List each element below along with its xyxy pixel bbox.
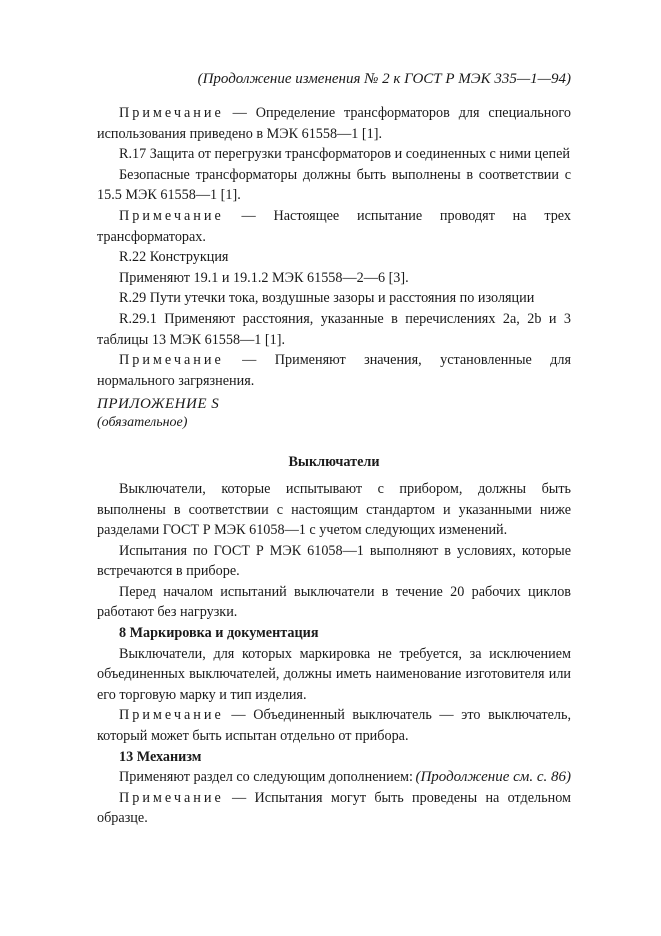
note-label: Примечание	[119, 105, 224, 121]
heading-marking: 8 Маркировка и документация	[119, 625, 319, 642]
note-label: Примечание	[119, 352, 224, 369]
appendix-paragraph-3: Перед началом испытаний выключатели в течение 20 рабочих циклов работают без нагрузки.	[97, 583, 571, 621]
appendix-paragraph-2: Испытания по ГОСТ Р МЭК 61058—1 выполняют в условиях, которые встречаются в приборе.	[97, 542, 571, 580]
note-paragraph-3	[97, 350, 571, 391]
note-text: — Применяют значения, установленные для нормального загрязнения.	[97, 352, 571, 389]
note-label: Примечание	[119, 207, 224, 224]
note-paragraph-1	[97, 103, 571, 144]
note-label: Примечание	[119, 707, 224, 724]
paragraph-safe-transformers: Безопасные трансформаторы должны быть выполнены в соответствии с 15.5 МЭК 61558—1 [1].	[97, 166, 571, 204]
appendix-subtitle: (обязательное)	[97, 415, 188, 431]
paragraph-r29: R.29 Пути утечки тока, воздушные зазоры и расстояния по изоляции	[119, 290, 535, 307]
section-title: Выключатели	[288, 454, 380, 471]
note-paragraph-4	[97, 705, 571, 746]
note-paragraph-5	[97, 788, 571, 829]
note-text: — Объединенный выключатель — это выключатель, который может быть испытан отдельно от прибора.	[97, 707, 571, 745]
heading-mechanism: 13 Механизм	[119, 748, 202, 765]
paragraph-apply-19: Применяют 19.1 и 19.1.2 МЭК 61558—2—6 [3].	[119, 269, 409, 286]
note-text: — Определение трансформаторов для специального использования приведено в МЭК 61558—1 [1].	[97, 105, 571, 142]
appendix-paragraph-6: Применяют раздел со следующим дополнением:	[119, 769, 413, 786]
note-text: — Настоящее испытание проводят на трех трансформаторах.	[97, 207, 571, 245]
paragraph-r22: R.22 Конструкция	[119, 249, 229, 266]
paragraph-r29-1: R.29.1 Применяют расстояния, указанные в перечислениях 2a, 2b и 3 таблицы 13 МЭК 61558—1 [1].	[97, 310, 571, 348]
note-text: — Испытания могут быть проведены на отдельном образце.	[97, 789, 571, 827]
appendix-title: ПРИЛОЖЕНИЕ S	[97, 396, 220, 413]
appendix-paragraph-1: Выключатели, которые испытывают с прибором, должны быть выполнены в соответствии с настоящим стандартом и указанными ниже разделами ГОСТ Р МЭК 61058—1 с учетом следующих изменений.	[97, 480, 571, 539]
appendix-paragraph-4: Выключатели, для которых маркировка не требуется, за исключением объединенных выключателей, должны иметь наименование изготовителя или его торговую марку и тип изделия.	[97, 645, 571, 703]
note-paragraph-2	[97, 206, 571, 247]
page-header: (Продолжение изменения № 2 к ГОСТ Р МЭК 335—1—94)	[197, 71, 571, 87]
document-body	[97, 103, 571, 829]
note-label: Примечание	[119, 789, 224, 806]
paragraph-r17: R.17 Защита от перегрузки трансформаторов и соединенных с ними цепей	[119, 146, 571, 163]
page-footer: (Продолжение см. с. 86)	[415, 769, 571, 785]
